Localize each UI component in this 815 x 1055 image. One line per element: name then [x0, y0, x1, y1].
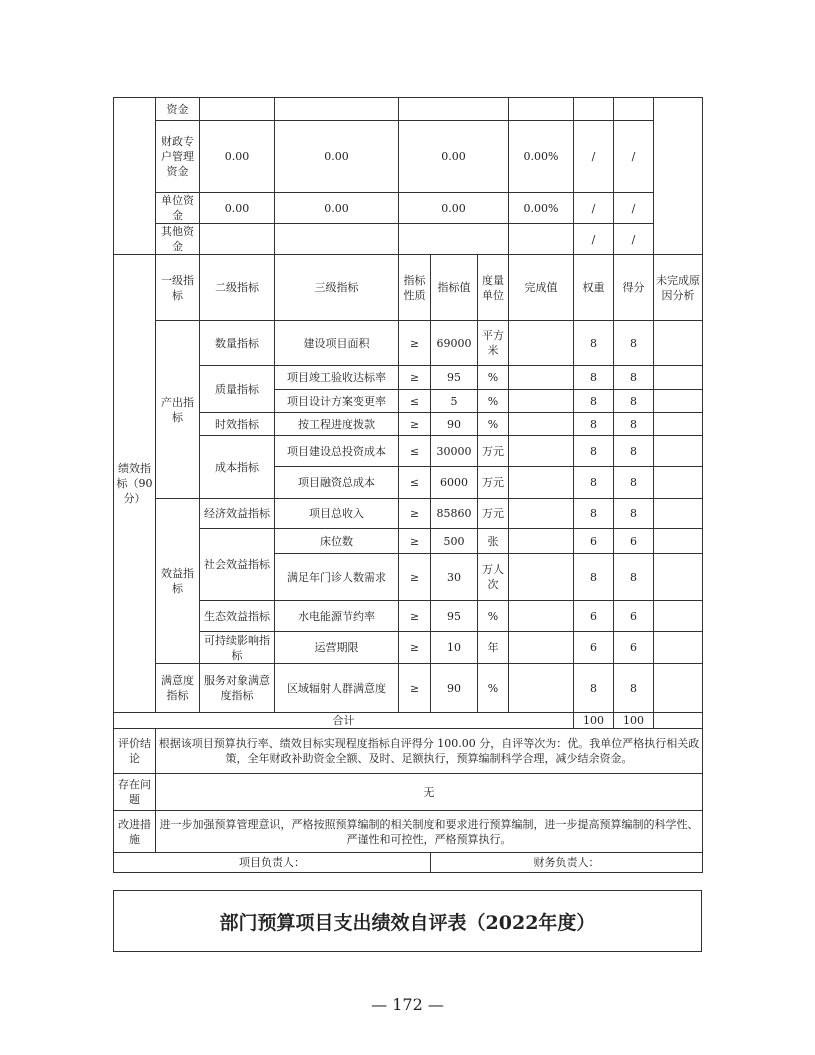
indicator-done [509, 413, 574, 436]
indicator-name: 按工程进度拨款 [275, 413, 399, 436]
blank-cell [654, 98, 703, 255]
reason-cell [654, 529, 703, 554]
level2-indicator: 服务对象满意度指标 [200, 664, 275, 713]
indicator-row [114, 601, 703, 632]
indicator-done [509, 529, 574, 554]
indicator-unit: % [478, 366, 509, 390]
indicator-weight: 8 [574, 321, 614, 366]
indicator-score: 8 [614, 554, 654, 601]
indicator-weight: 8 [574, 554, 614, 601]
blank-cell [654, 713, 703, 729]
indicator-score: 6 [614, 529, 654, 554]
column-header: 三级指标 [275, 255, 399, 321]
fund-row [114, 121, 703, 193]
problems-row [114, 774, 703, 811]
indicator-score: 8 [614, 366, 654, 390]
indicator-name: 床位数 [275, 529, 399, 554]
next-table-title: 部门预算项目支出绩效自评表（2022年度） [113, 890, 702, 952]
indicator-score: 8 [614, 467, 654, 499]
reason-cell [654, 601, 703, 632]
indicator-unit: 张 [478, 529, 509, 554]
indicator-name: 项目竣工验收达标率 [275, 366, 399, 390]
fund-row [114, 224, 703, 255]
fund-label: 资金 [156, 98, 200, 121]
level2-indicator: 经济效益指标 [200, 499, 275, 529]
project-leader: 项目负责人： [114, 853, 431, 873]
column-header: 权重 [574, 255, 614, 321]
level2-indicator: 可持续影响指标 [200, 632, 275, 664]
indicator-value: 30000 [431, 436, 478, 467]
indicator-unit: 万元 [478, 467, 509, 499]
indicator-weight: 8 [574, 413, 614, 436]
fund-weight [574, 98, 614, 121]
indicator-score: 8 [614, 321, 654, 366]
indicator-op: ≥ [399, 632, 431, 664]
indicator-unit: % [478, 664, 509, 713]
level2-indicator: 质量指标 [200, 366, 275, 413]
reason-cell [654, 366, 703, 390]
indicator-done [509, 601, 574, 632]
indicator-value: 30 [431, 554, 478, 601]
indicator-value: 69000 [431, 321, 478, 366]
indicator-weight: 8 [574, 390, 614, 413]
indicator-value: 95 [431, 601, 478, 632]
measures-row [114, 811, 703, 853]
reason-cell [654, 321, 703, 366]
indicator-name: 满足年门诊人数需求 [275, 554, 399, 601]
indicator-op: ≥ [399, 664, 431, 713]
indicator-score: 6 [614, 632, 654, 664]
indicator-value: 5 [431, 390, 478, 413]
indicator-unit: 年 [478, 632, 509, 664]
indicator-op: ≥ [399, 529, 431, 554]
indicator-unit: % [478, 413, 509, 436]
finance-leader: 财务负责人： [431, 853, 703, 873]
indicator-done [509, 436, 574, 467]
indicator-weight: 8 [574, 467, 614, 499]
page-number: — 172 — [371, 995, 444, 1014]
indicator-done [509, 554, 574, 601]
reason-cell [654, 467, 703, 499]
indicator-value: 90 [431, 664, 478, 713]
indicator-name: 建设项目面积 [275, 321, 399, 366]
fund-budget [200, 98, 275, 121]
indicator-done [509, 632, 574, 664]
indicator-done [509, 321, 574, 366]
reason-cell [654, 413, 703, 436]
indicator-done [509, 390, 574, 413]
indicator-value: 85860 [431, 499, 478, 529]
indicator-name: 项目总收入 [275, 499, 399, 529]
fund-label: 单位资金 [156, 193, 200, 224]
column-header: 一级指标 [156, 255, 200, 321]
indicator-unit: 万元 [478, 499, 509, 529]
indicator-name: 项目建设总投资成本 [275, 436, 399, 467]
problems-label: 存在问题 [114, 774, 156, 811]
conclusion-row [114, 729, 703, 774]
indicator-name: 项目设计方案变更率 [275, 390, 399, 413]
column-header: 度量单位 [478, 255, 509, 321]
indicator-unit: % [478, 390, 509, 413]
fund-weight: / [574, 121, 614, 193]
indicator-op: ≥ [399, 413, 431, 436]
column-header: 得分 [614, 255, 654, 321]
level2-indicator: 数量指标 [200, 321, 275, 366]
fund-score: / [614, 193, 654, 224]
indicator-value: 6000 [431, 467, 478, 499]
fund-executed: 0.00 [399, 121, 509, 193]
fund-adjusted [275, 98, 399, 121]
indicator-unit: 平方米 [478, 321, 509, 366]
indicator-name: 区域辐射人群满意度 [275, 664, 399, 713]
indicator-row [114, 632, 703, 664]
signature-row [114, 853, 703, 873]
fund-rate: 0.00% [509, 121, 574, 193]
level1-indicator: 满意度指标 [156, 664, 200, 713]
indicator-name: 项目融资总成本 [275, 467, 399, 499]
fund-executed [399, 224, 509, 255]
level2-indicator: 时效指标 [200, 413, 275, 436]
indicator-op: ≤ [399, 390, 431, 413]
conclusion-text: 根据该项目预算执行率、绩效目标实现程度指标自评得分 100.00 分，自评等次为：优。我单位严格执行相关政策，全年财政补助资金全额、及时、足额执行，预算编制科学合理，减少结余资金。 [156, 729, 703, 774]
reason-cell [654, 390, 703, 413]
reason-cell [654, 554, 703, 601]
indicator-op: ≥ [399, 321, 431, 366]
fund-rate [509, 98, 574, 121]
fund-executed: 0.00 [399, 193, 509, 224]
reason-cell [654, 664, 703, 713]
fund-adjusted [275, 224, 399, 255]
indicator-row [114, 436, 703, 467]
fund-weight: / [574, 224, 614, 255]
column-header: 二级指标 [200, 255, 275, 321]
indicator-row [114, 413, 703, 436]
fund-budget: 0.00 [200, 121, 275, 193]
fund-weight: / [574, 193, 614, 224]
level2-indicator: 生态效益指标 [200, 601, 275, 632]
indicator-weight: 8 [574, 366, 614, 390]
indicator-unit: 万元 [478, 436, 509, 467]
indicator-row [114, 529, 703, 554]
indicator-done [509, 664, 574, 713]
column-header: 指标值 [431, 255, 478, 321]
indicator-row [114, 499, 703, 529]
problems-text: 无 [156, 774, 703, 811]
indicator-op: ≥ [399, 499, 431, 529]
indicator-weight: 8 [574, 664, 614, 713]
indicator-row [114, 664, 703, 713]
fund-adjusted: 0.00 [275, 193, 399, 224]
fund-label: 财政专户管理资金 [156, 121, 200, 193]
indicator-weight: 8 [574, 499, 614, 529]
section-label: 绩效指标（90分） [114, 255, 156, 713]
indicator-done [509, 467, 574, 499]
level2-indicator: 成本指标 [200, 436, 275, 499]
fund-rate [509, 224, 574, 255]
header-row [114, 255, 703, 321]
indicator-value: 500 [431, 529, 478, 554]
level1-indicator: 产出指标 [156, 321, 200, 499]
reason-cell [654, 632, 703, 664]
indicator-op: ≤ [399, 436, 431, 467]
reason-cell [654, 499, 703, 529]
fund-row [114, 193, 703, 224]
level1-indicator: 效益指标 [156, 499, 200, 664]
indicator-score: 8 [614, 499, 654, 529]
column-header: 指标性质 [399, 255, 431, 321]
indicator-done [509, 499, 574, 529]
indicator-name: 运营期限 [275, 632, 399, 664]
indicator-score: 6 [614, 601, 654, 632]
indicator-op: ≥ [399, 554, 431, 601]
measures-text: 进一步加强预算管理意识，严格按照预算编制的相关制度和要求进行预算编制，进一步提高预算编制的科学性、严谨性和可控性，严格预算执行。 [156, 811, 703, 853]
total-row [114, 713, 703, 729]
total-label: 合计 [114, 713, 574, 729]
fund-rate: 0.00% [509, 193, 574, 224]
indicator-row [114, 321, 703, 366]
fund-row [114, 98, 703, 121]
indicator-done [509, 366, 574, 390]
indicator-op: ≤ [399, 467, 431, 499]
indicator-score: 8 [614, 390, 654, 413]
indicator-value: 10 [431, 632, 478, 664]
indicator-unit: 万人次 [478, 554, 509, 601]
indicator-value: 95 [431, 366, 478, 390]
blank-cell [114, 98, 156, 255]
indicator-weight: 8 [574, 436, 614, 467]
fund-score [614, 98, 654, 121]
performance-table [113, 97, 703, 873]
indicator-op: ≥ [399, 601, 431, 632]
column-header: 完成值 [509, 255, 574, 321]
indicator-score: 8 [614, 436, 654, 467]
indicator-score: 8 [614, 413, 654, 436]
fund-budget: 0.00 [200, 193, 275, 224]
reason-cell [654, 436, 703, 467]
indicator-weight: 6 [574, 601, 614, 632]
measures-label: 改进措施 [114, 811, 156, 853]
fund-label: 其他资金 [156, 224, 200, 255]
fund-adjusted: 0.00 [275, 121, 399, 193]
indicator-name: 水电能源节约率 [275, 601, 399, 632]
conclusion-label: 评价结论 [114, 729, 156, 774]
indicator-score: 8 [614, 664, 654, 713]
indicator-weight: 6 [574, 632, 614, 664]
fund-score: / [614, 224, 654, 255]
indicator-row [114, 366, 703, 390]
total-score: 100 [614, 713, 654, 729]
level2-indicator: 社会效益指标 [200, 529, 275, 601]
indicator-unit: % [478, 601, 509, 632]
fund-score: / [614, 121, 654, 193]
indicator-op: ≥ [399, 366, 431, 390]
fund-executed [399, 98, 509, 121]
fund-budget [200, 224, 275, 255]
indicator-value: 90 [431, 413, 478, 436]
total-weight: 100 [574, 713, 614, 729]
indicator-weight: 6 [574, 529, 614, 554]
column-header: 未完成原因分析 [654, 255, 703, 321]
